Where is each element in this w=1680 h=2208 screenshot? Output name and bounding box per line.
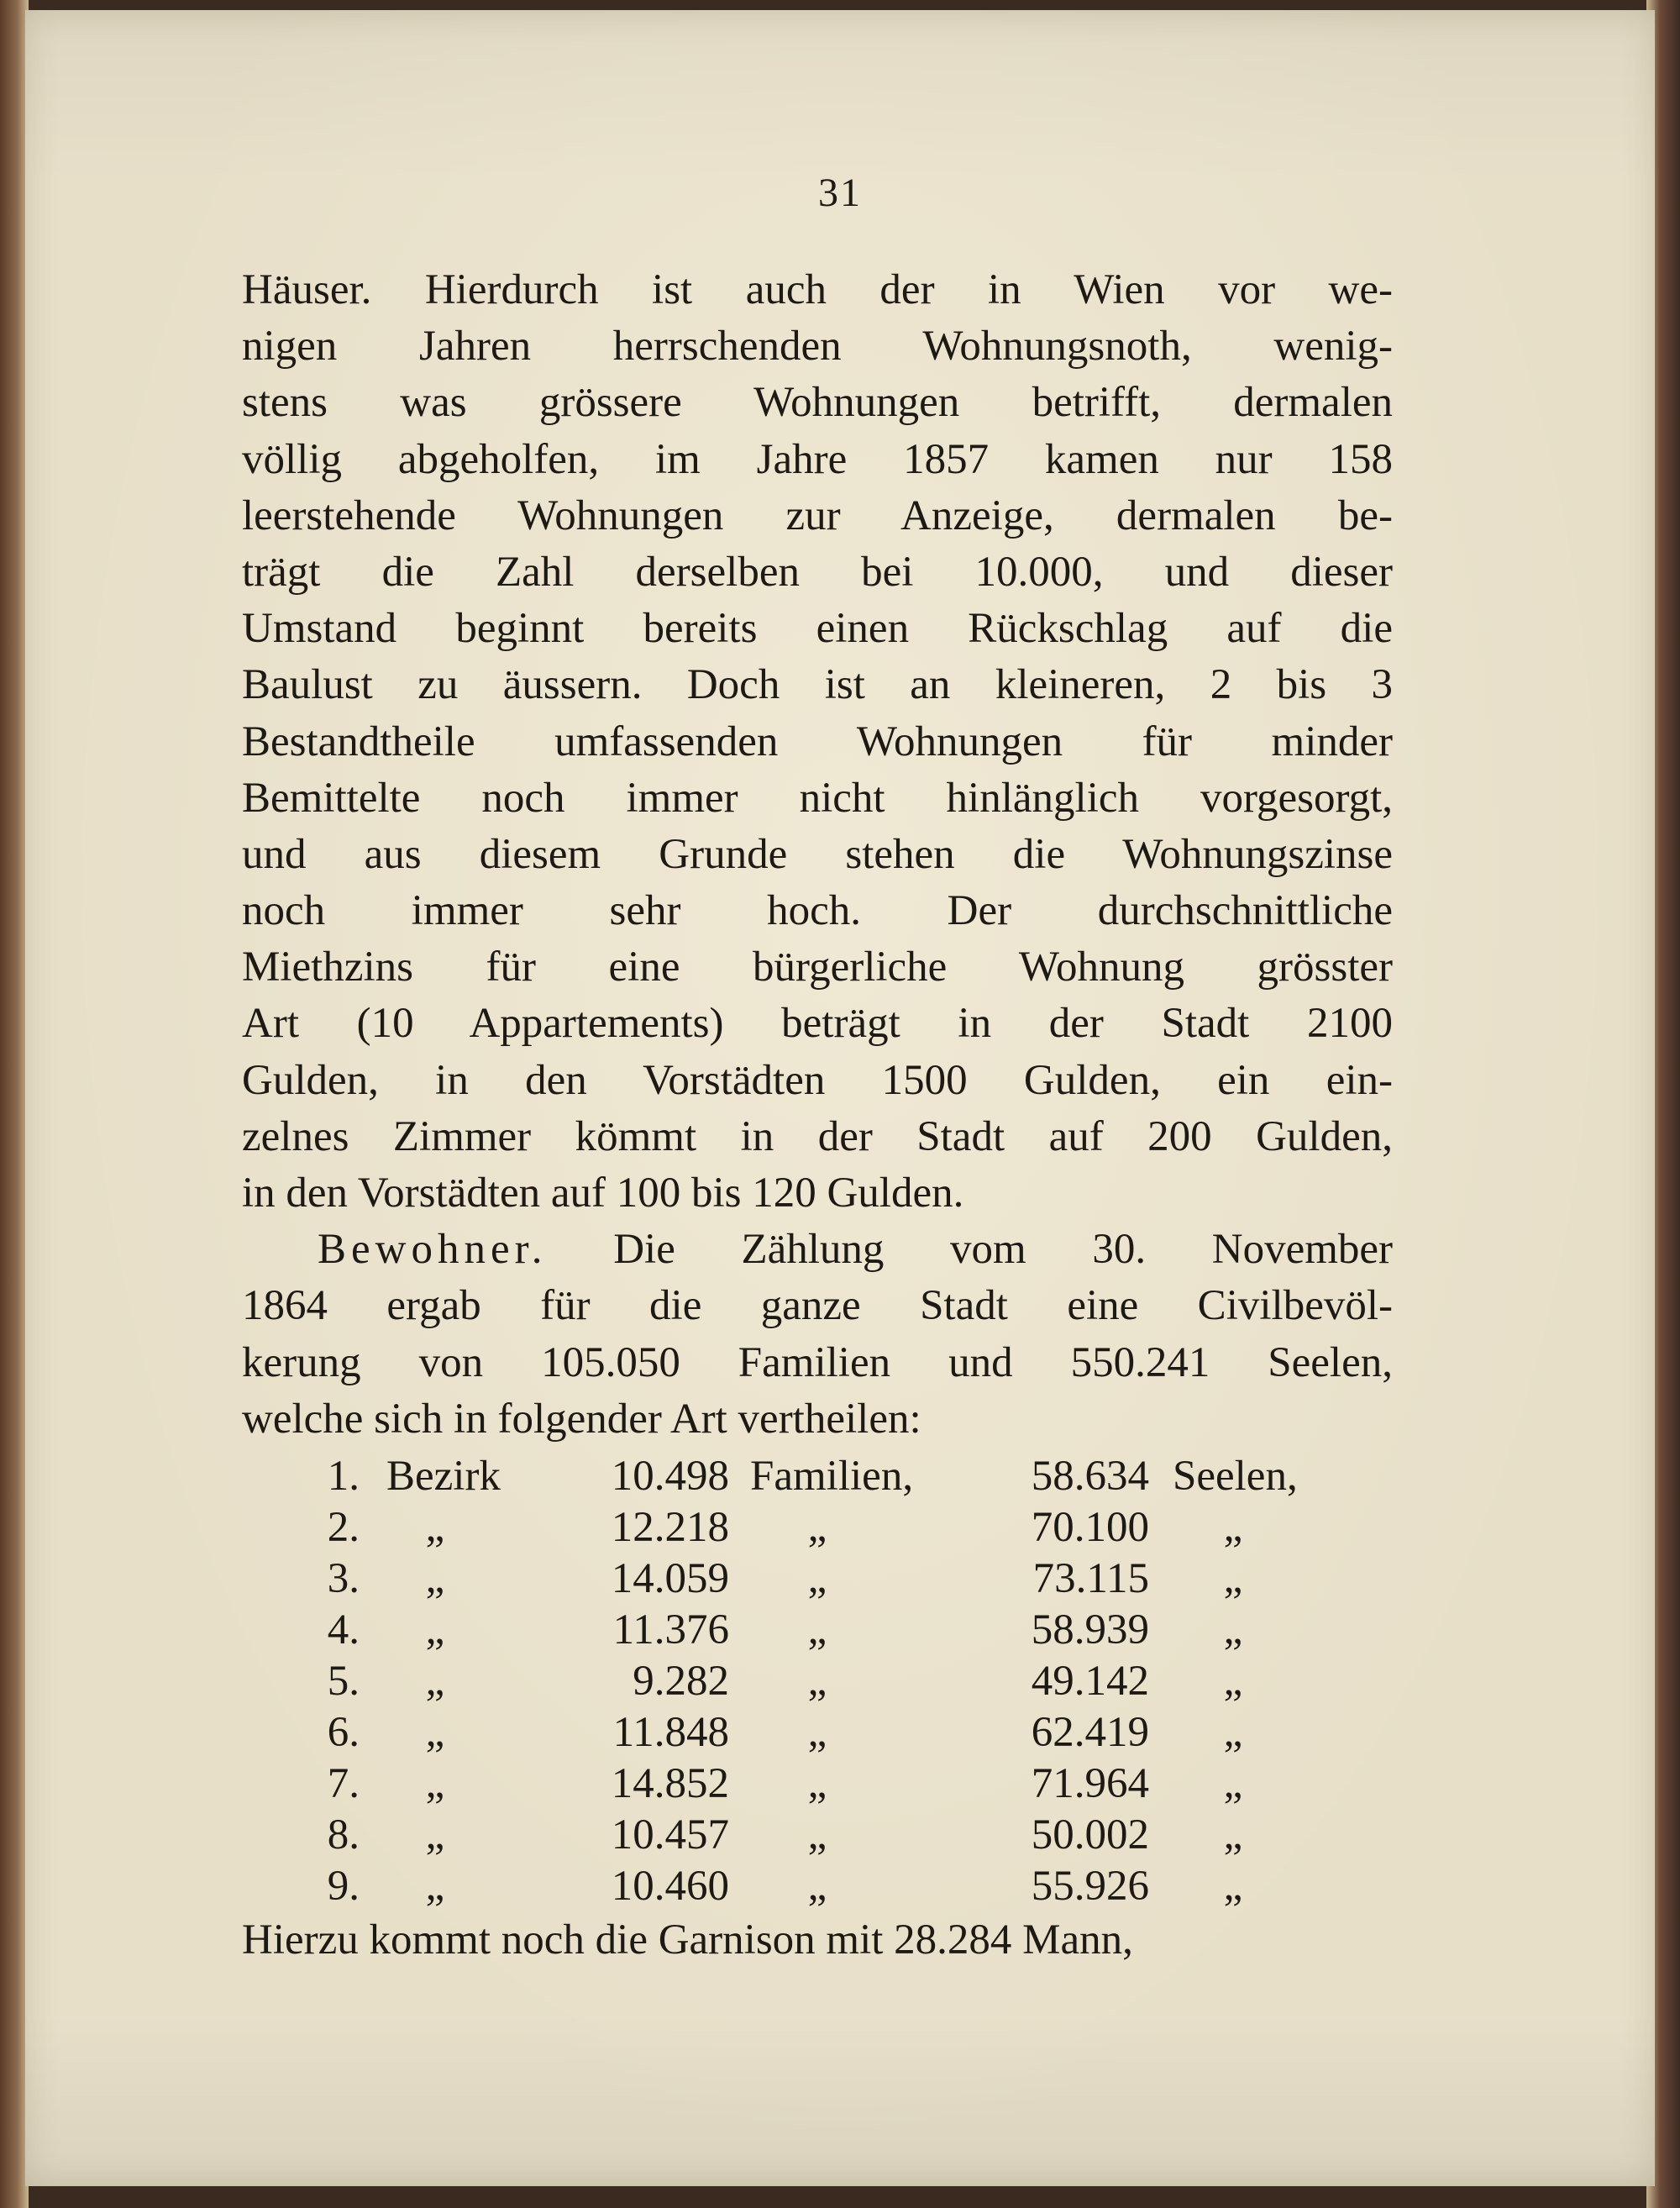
ditto-mark: „	[807, 1503, 827, 1551]
seelen-value: 71.964	[1031, 1759, 1149, 1807]
text-line: Miethzins für eine bürgerliche Wohnung grösster	[242, 944, 1393, 991]
ditto-mark: „	[807, 1708, 827, 1756]
seelen-value: 58.634	[1031, 1452, 1149, 1500]
ditto-mark: „	[425, 1657, 445, 1705]
ditto-mark: „	[425, 1862, 445, 1910]
text-line: stens was grössere Wohnungen betrifft, dermalen	[242, 379, 1393, 427]
text-line: Baulust zu äussern. Doch ist an kleineren, 2 bis 3	[242, 661, 1393, 709]
familien-value: 11.376	[612, 1606, 729, 1653]
familien-value: 10.460	[611, 1862, 729, 1910]
ditto-mark: „	[807, 1811, 827, 1858]
familien-value: 11.848	[612, 1708, 729, 1756]
seelen-value: 49.142	[1031, 1657, 1149, 1705]
table-row	[242, 1605, 1393, 1656]
text-line: in den Vorstädten auf 100 bis 120 Gulden.	[242, 1170, 964, 1217]
body-text	[242, 262, 1393, 1969]
text-line: zelnes Zimmer kömmt in der Stadt auf 200 Gulden,	[242, 1112, 1393, 1160]
familien-value: 10.498	[611, 1452, 729, 1500]
ditto-mark: „	[1223, 1657, 1243, 1705]
ditto-mark: „	[425, 1708, 445, 1756]
ditto-mark: „	[807, 1606, 827, 1653]
seelen-value: 70.100	[1031, 1503, 1149, 1551]
ditto-mark: „	[1223, 1811, 1243, 1858]
paragraph-inhabitants	[242, 1222, 1393, 1448]
text-line: noch immer sehr hoch. Der durchschnittliche	[242, 887, 1393, 935]
table-row	[242, 1759, 1393, 1810]
text-line: Art (10 Appartements) beträgt in der Stadt 2100	[242, 1000, 1393, 1048]
table-row	[242, 1861, 1393, 1912]
text-line: Bestandtheile umfassenden Wohnungen für minder	[242, 718, 1393, 765]
section-lead-word: Bewohner.	[318, 1226, 548, 1274]
district-number: 7.	[327, 1759, 360, 1807]
district-number: 8.	[327, 1811, 360, 1858]
familien-value: 14.059	[611, 1554, 729, 1602]
familien-value: 12.218	[611, 1503, 729, 1551]
table-row	[242, 1707, 1393, 1759]
seelen-label: Seelen,	[1173, 1452, 1298, 1500]
bezirk-label: Bezirk	[386, 1452, 501, 1500]
text-line: nigen Jahren herrschenden Wohnungsnoth, wenig-	[242, 323, 1393, 371]
ditto-mark: „	[1223, 1862, 1243, 1910]
ditto-mark: „	[425, 1503, 445, 1551]
closing-line: Hierzu kommt noch die Garnison mit 28.284 Mann,	[242, 1916, 1133, 1964]
ditto-mark: „	[807, 1862, 827, 1910]
ditto-mark: „	[1223, 1606, 1243, 1653]
ditto-mark: „	[1223, 1759, 1243, 1807]
book-binding-left	[0, 0, 29, 2208]
page-number: 31	[818, 171, 862, 215]
district-number: 5.	[327, 1657, 360, 1705]
paragraph-housing	[242, 262, 1393, 1222]
text-line: Häuser. Hierdurch ist auch der in Wien vor we-	[242, 266, 1393, 313]
ditto-mark: „	[807, 1657, 827, 1705]
seelen-value: 55.926	[1031, 1862, 1149, 1910]
text-line	[242, 1222, 1393, 1278]
district-number: 3.	[327, 1554, 360, 1602]
book-page	[25, 10, 1655, 2186]
table-row	[242, 1451, 1393, 1502]
familien-label: Familien,	[750, 1452, 914, 1500]
ditto-mark: „	[807, 1759, 827, 1807]
district-number: 4.	[327, 1606, 360, 1653]
text-line: völlig abgeholfen, im Jahre 1857 kamen nur 158	[242, 435, 1393, 483]
text-line: Gulden, in den Vorstädten 1500 Gulden, ein ein-	[242, 1056, 1393, 1104]
ditto-mark: „	[1223, 1554, 1243, 1602]
ditto-mark: „	[425, 1759, 445, 1807]
familien-value: 14.852	[611, 1759, 729, 1807]
ditto-mark: „	[425, 1554, 445, 1602]
familien-value: 10.457	[611, 1811, 729, 1858]
district-number: 6.	[327, 1708, 360, 1756]
text-line: und aus diesem Grunde stehen die Wohnungszinse	[242, 830, 1393, 878]
ditto-mark: „	[1223, 1708, 1243, 1756]
population-table	[242, 1451, 1393, 1912]
table-row	[242, 1656, 1393, 1707]
table-row	[242, 1502, 1393, 1553]
seelen-value: 73.115	[1032, 1554, 1149, 1602]
familien-value: 9.282	[633, 1657, 729, 1705]
text-line: kerung von 105.050 Familien und 550.241 Seelen,	[242, 1338, 1393, 1386]
district-number: 2.	[327, 1503, 360, 1551]
text-run: Die Zählung vom 30. November	[613, 1226, 1393, 1274]
text-line: Bemittelte noch immer nicht hinlänglich vorgesorgt,	[242, 774, 1393, 822]
ditto-mark: „	[1223, 1503, 1243, 1551]
ditto-mark: „	[425, 1606, 445, 1653]
ditto-mark: „	[425, 1811, 445, 1858]
seelen-value: 58.939	[1031, 1606, 1149, 1653]
district-number: 1.	[327, 1452, 360, 1500]
ditto-mark: „	[807, 1554, 827, 1602]
text-line: leerstehende Wohnungen zur Anzeige, dermalen be-	[242, 492, 1393, 539]
district-number: 9.	[327, 1862, 360, 1910]
seelen-value: 50.002	[1031, 1811, 1149, 1858]
text-line: trägt die Zahl derselben bei 10.000, und dieser	[242, 548, 1393, 596]
table-row	[242, 1553, 1393, 1605]
text-line: 1864 ergab für die ganze Stadt eine Civilbevöl-	[242, 1282, 1393, 1330]
text-line: Umstand beginnt bereits einen Rückschlag auf die	[242, 605, 1393, 653]
table-row	[242, 1810, 1393, 1861]
seelen-value: 62.419	[1031, 1708, 1149, 1756]
text-line: welche sich in folgender Art vertheilen:	[242, 1395, 921, 1443]
